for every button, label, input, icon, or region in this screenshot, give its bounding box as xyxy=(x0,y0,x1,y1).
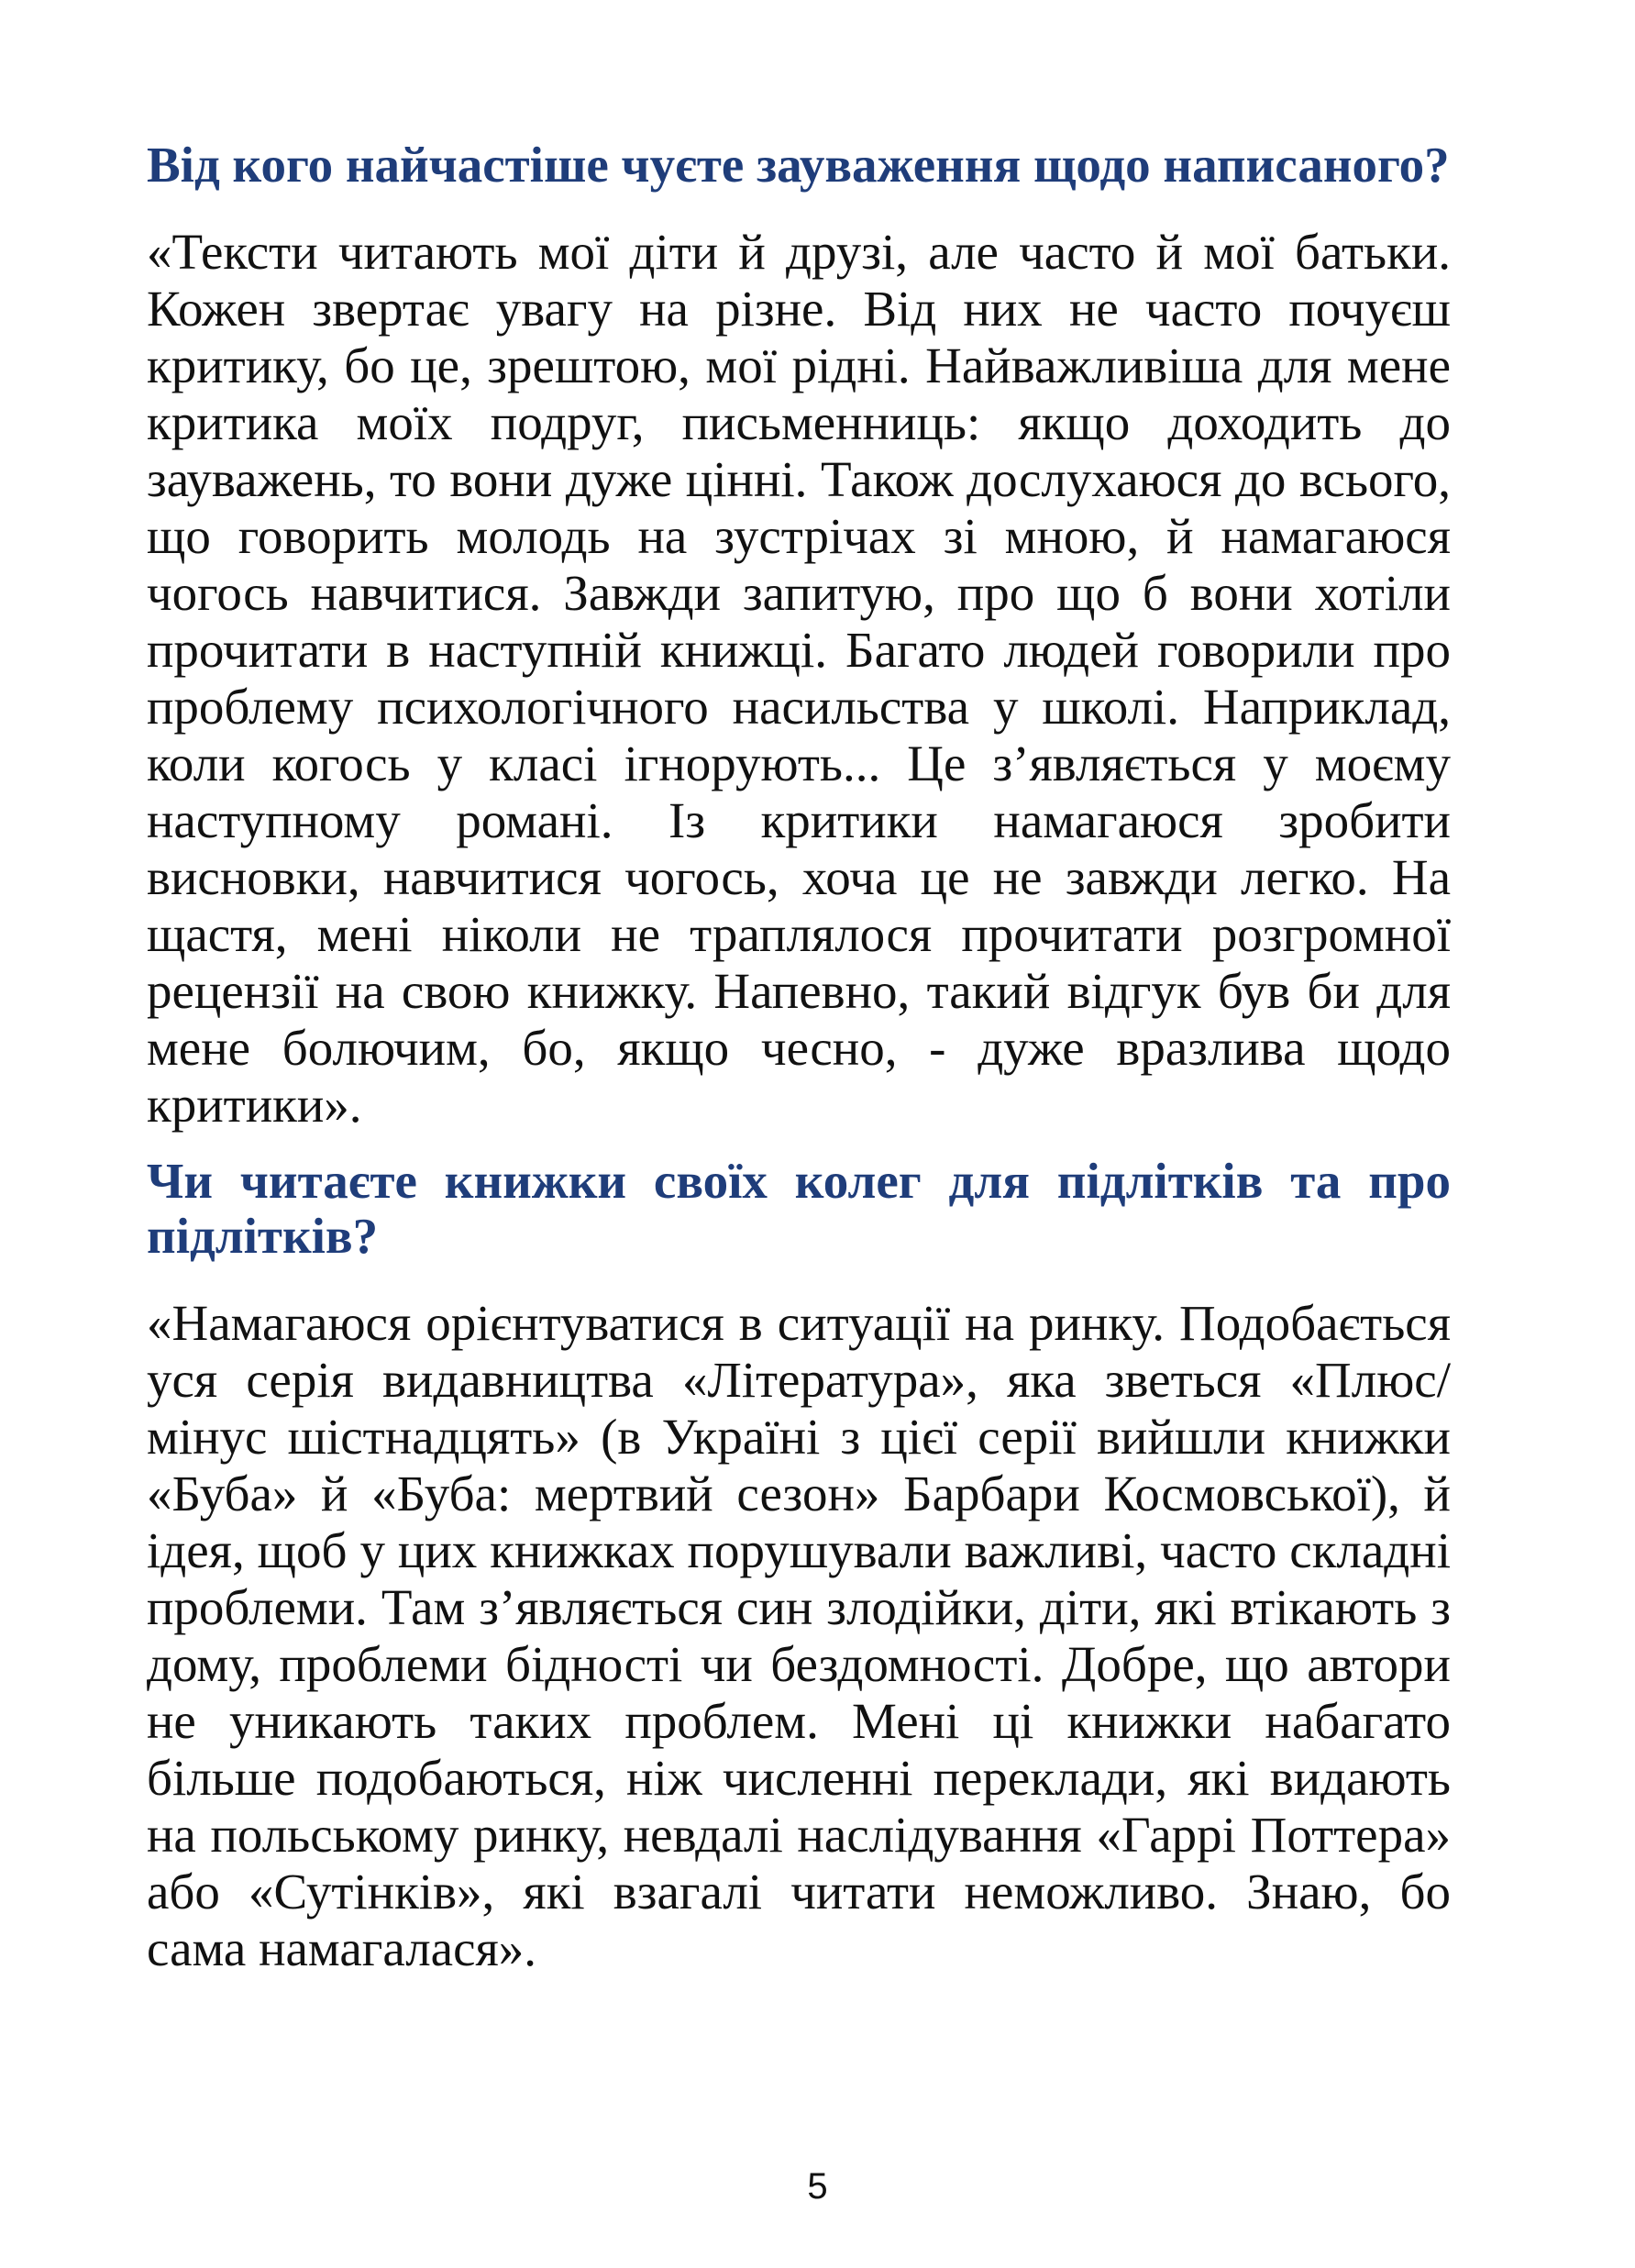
answer-paragraph-2: «Намагаюся орієнтуватися в ситуації на ринку. Подобається уся серія видавництва «Література», яка зветься «Плюс/мінус шістнадцять» (в Україні з цієї серії вийшли книжки «Буба» й «Буба: мертвий сезон» Барбари Космовської), й ідея, щоб у цих книжках порушували важливі, часто складні проблеми. Там з’являється син злодійки, діти, які втікають з дому, проблеми бідності чи бездомності. Добре, що автори не уникають таких проблем. Мені ці книжки набагато більше подобаються, ніж численні переклади, які видають на польському ринку, невдалі наслідування «Гаррі Поттера» або «Сутінків», які взагалі читати неможливо. Знаю, бо сама намагалася». xyxy=(147,1295,1451,1976)
answer-paragraph-1: «Тексти читають мої діти й друзі, але часто й мої батьки. Кожен звертає увагу на різне. Від них не часто почуєш критику, бо це, зрештою, мої рідні. Найважливіша для мене критика моїх подруг, письменниць: якщо доходить до зауважень, то вони дуже цінні. Також дослухаюся до всього, що говорить молодь на зустрічах зі мною, й намагаюся чогось навчитися. Завжди запитую, про що б вони хотіли прочитати в наступній книжці. Багато людей говорили про проблему психологічного насильства у школі. Наприклад, коли когось у класі ігнорують... Це з’являється у моєму наступному романі. Із критики намагаюся зробити висновки, навчитися чогось, хоча це не завжди легко. На щастя, мені ніколи не траплялося прочитати розгромної рецензії на свою книжку. Напевно, такий відгук був би для мене болючим, бо, якщо чесно, - дуже вразлива щодо критики». xyxy=(147,224,1451,1133)
page-number: 5 xyxy=(807,2166,828,2207)
question-heading-2: Чи читаєте книжки своїх колег для підлітків та про підлітків? xyxy=(147,1153,1451,1264)
question-heading-1: Від кого найчастіше чуєте зауваження щодо написаного? xyxy=(147,137,1450,193)
document-page xyxy=(147,138,1451,1977)
